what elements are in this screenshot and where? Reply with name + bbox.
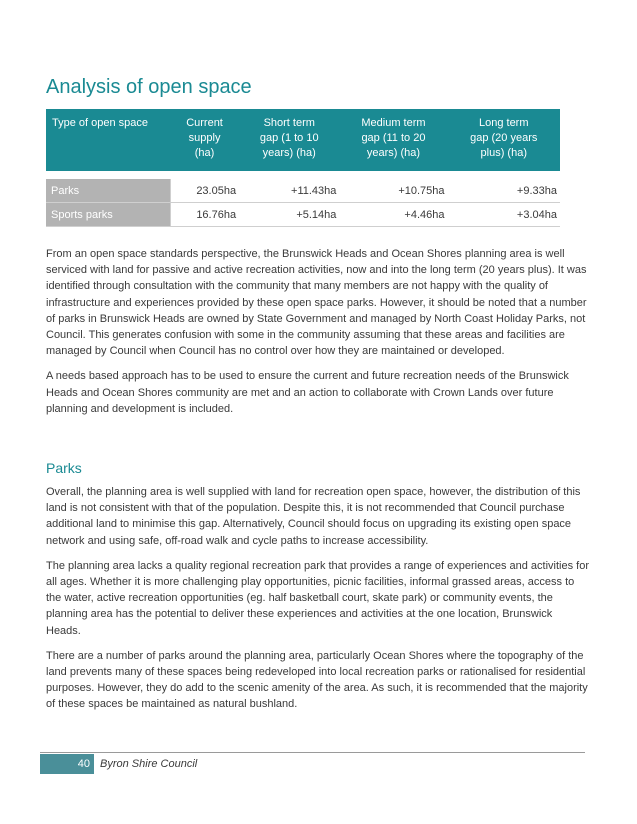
paragraph: Overall, the planning area is well supplied with land for recreation open space, however, the distribution of this land is not consistent with that of the population. Despite this, it is not recommended that Council purchase additional land to minimise this gap. Alternatively, Council should focus on upgrading its existing open space network and using safe, off-road walk and cycle paths to increase accessibility. <box>46 486 581 547</box>
paragraph: The planning area lacks a quality regional recreation park that provides a range of experiences and activities for all ages. Whether it is more challenging play opportunities, picnic facilities, informal grassed areas, access to the water, active recreation opportunities (eg. half basketball court, skate park) or community events, the planning area has the potential to deliver these experiences and activities at the one location, Brunswick Heads. <box>46 559 589 637</box>
table-row <box>46 179 560 203</box>
open-space-gap-table <box>46 109 560 227</box>
row-label: Parks <box>46 179 170 203</box>
cell-short-term: +11.43ha <box>239 179 339 203</box>
cell-medium-term: +10.75ha <box>339 179 447 203</box>
paragraph: From an open space standards perspective, the Brunswick Heads and Ocean Shores planning area is well serviced with land for passive and active recreation activities, now and into the long term (20 years plus). It was identified through consultation with the community that many members are not happy with the quality of infrastructure and experiences provided by these open space parks. However, it should be noted that a number of parks in Brunswick Heads are owned by State Government and managed by North Coast Holiday Parks, not Council. This generates confusion with some in the community assuming that these areas and facilities are managed by Council when Council has no control over how they are maintained or developed. <box>46 248 587 358</box>
paragraph: A needs based approach has to be used to ensure the current and future recreation needs of the Brunswick Heads and Ocean Shores community are met and an action to collaborate with Crown Lands over future planning and development is included. <box>46 370 569 415</box>
footer-organisation: Byron Shire Council <box>100 758 198 770</box>
cell-current-supply: 23.05ha <box>170 179 239 203</box>
column-header-long-term: Long term gap (20 years plus) (ha) <box>448 109 561 171</box>
page-title: Analysis of open space <box>46 76 252 98</box>
parks-text <box>46 484 589 722</box>
column-header-current-supply: Current supply (ha) <box>170 109 239 171</box>
column-header-type: Type of open space <box>46 109 170 171</box>
table-row <box>46 203 560 227</box>
cell-current-supply: 16.76ha <box>170 203 239 227</box>
cell-short-term: +5.14ha <box>239 203 339 227</box>
page-footer <box>40 752 585 774</box>
cell-medium-term: +4.46ha <box>339 203 447 227</box>
column-header-medium-term: Medium term gap (11 to 20 years) (ha) <box>339 109 447 171</box>
column-header-short-term: Short term gap (1 to 10 years) (ha) <box>239 109 339 171</box>
row-label: Sports parks <box>46 203 170 227</box>
paragraph: There are a number of parks around the planning area, particularly Ocean Shores where the topography of the land prevents many of these spaces being redeveloped into local recreation parks or rationalised for residential purposes. However, they do add to the scenic amenity of the area. As such, it is recommended that the majority of these spaces be maintained as natural bushland. <box>46 649 588 711</box>
page-number: 40 <box>40 754 94 774</box>
cell-long-term: +9.33ha <box>448 179 561 203</box>
section-heading-parks: Parks <box>46 460 82 476</box>
cell-long-term: +3.04ha <box>448 203 561 227</box>
table-header-row <box>46 109 560 171</box>
intro-text <box>46 246 589 426</box>
